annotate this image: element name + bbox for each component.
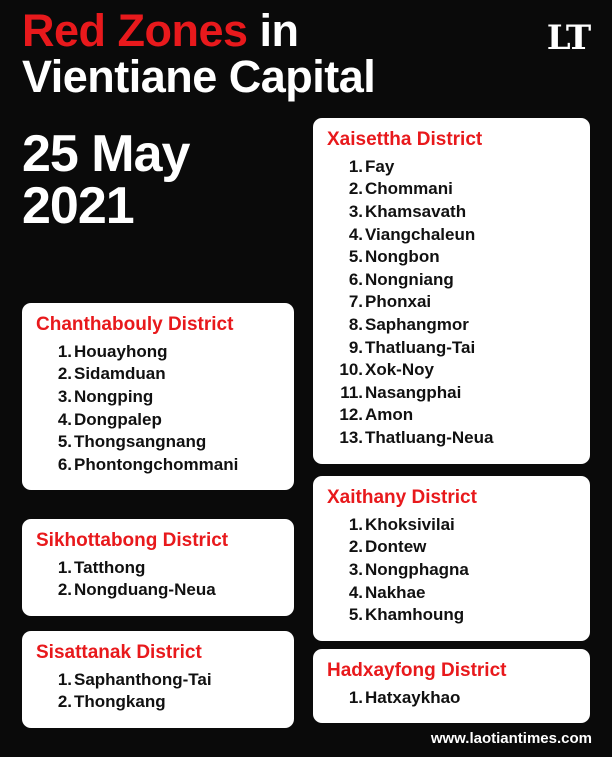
district-list-sikhottabong — [36, 557, 280, 602]
district-card-chanthabouly — [22, 303, 294, 490]
list-label: Thongkang — [74, 692, 166, 712]
laotian-times-logo: LT — [546, 18, 590, 58]
list-label: Nongbon — [365, 247, 440, 267]
district-list-hadxayfong — [327, 687, 576, 710]
list-item — [343, 201, 576, 224]
district-card-sikhottabong — [22, 519, 294, 616]
list-item — [52, 579, 280, 602]
list-label: Phontongchommani — [74, 454, 239, 474]
list-label: Tatthong — [74, 557, 146, 577]
list-item — [340, 382, 576, 405]
list-item — [343, 314, 576, 337]
list-item — [52, 386, 280, 409]
list-item — [343, 246, 576, 269]
list-number: 2. — [57, 580, 72, 600]
list-number: 6. — [57, 454, 72, 474]
list-label: Khamsavath — [365, 201, 467, 221]
title-in: in — [247, 5, 299, 56]
list-item — [52, 409, 280, 432]
list-item — [339, 404, 576, 427]
list-number: 6. — [348, 269, 363, 289]
district-list-chanthabouly — [36, 341, 280, 477]
list-number: 2. — [348, 537, 363, 557]
list-number: 4. — [348, 582, 363, 602]
list-number: 5. — [57, 432, 72, 452]
list-label: Amon — [365, 405, 414, 425]
list-item — [52, 363, 280, 386]
footer-website: www.laotiantimes.com — [430, 730, 592, 747]
list-number: 1. — [57, 669, 72, 689]
list-label: Dontew — [365, 537, 427, 557]
date-line-1: 25 May — [22, 125, 190, 183]
list-number: 4. — [348, 224, 363, 244]
list-item — [52, 669, 280, 692]
list-label: Sidamduan — [74, 364, 166, 384]
list-number: 2. — [57, 692, 72, 712]
list-number: 5. — [348, 247, 363, 267]
list-item — [343, 156, 576, 179]
list-item — [343, 687, 576, 710]
district-title-hadxayfong: Hadxayfong District — [327, 660, 507, 681]
list-label: Chommani — [365, 179, 453, 199]
list-label: Saphanthong-Tai — [74, 669, 212, 689]
list-label: Nasangphai — [365, 382, 462, 402]
list-item — [52, 454, 280, 477]
district-title-xaisettha: Xaisettha District — [327, 129, 483, 150]
list-label: Xok-Noy — [365, 360, 434, 380]
list-item — [343, 604, 576, 627]
list-item — [343, 559, 576, 582]
list-number: 1. — [348, 514, 363, 534]
list-number: 13. — [339, 428, 363, 448]
list-label: Viangchaleun — [365, 224, 476, 244]
list-number: 9. — [348, 337, 363, 357]
list-number: 12. — [339, 405, 363, 425]
list-label: Thatluang-Neua — [365, 428, 494, 448]
list-label: Nongduang-Neua — [74, 580, 216, 600]
list-label: Hatxaykhao — [365, 687, 461, 707]
list-label: Phonxai — [365, 292, 432, 312]
list-item — [343, 582, 576, 605]
district-title-sikhottabong: Sikhottabong District — [36, 530, 229, 551]
list-label: Saphangmor — [365, 315, 469, 335]
list-label: Nakhae — [365, 582, 426, 602]
list-number: 10. — [339, 360, 363, 380]
list-label: Houayhong — [74, 341, 168, 361]
poster-date — [22, 125, 190, 235]
district-card-xaithany — [313, 476, 590, 641]
list-number: 1. — [57, 341, 72, 361]
list-number: 1. — [348, 156, 363, 176]
list-item — [52, 341, 280, 364]
list-number: 1. — [348, 687, 363, 707]
district-title-sisattanak: Sisattanak District — [36, 642, 202, 663]
list-number: 4. — [57, 409, 72, 429]
list-number: 3. — [348, 201, 363, 221]
list-item — [52, 557, 280, 580]
title-line-2: Vientiane Capital — [22, 50, 376, 102]
list-item — [343, 178, 576, 201]
title-red-zones: Red Zones — [22, 5, 248, 56]
list-label: Dongpalep — [74, 409, 162, 429]
list-item — [343, 269, 576, 292]
district-list-sisattanak — [36, 669, 280, 714]
date-line-2: 2021 — [22, 177, 134, 235]
district-list-xaisettha — [327, 156, 576, 450]
list-item — [52, 691, 280, 714]
list-label: Khoksivilai — [365, 514, 455, 534]
list-item — [343, 337, 576, 360]
title-line-1 — [22, 5, 542, 56]
district-list-xaithany — [327, 514, 576, 627]
list-label: Khamhoung — [365, 605, 465, 625]
list-item — [343, 536, 576, 559]
district-title-xaithany: Xaithany District — [327, 487, 477, 508]
list-number: 1. — [57, 557, 72, 577]
list-label: Nongping — [74, 386, 154, 406]
list-label: Nongniang — [365, 269, 454, 289]
list-item — [343, 291, 576, 314]
list-item — [343, 224, 576, 247]
list-number: 7. — [348, 292, 363, 312]
district-title-chanthabouly: Chanthabouly District — [36, 314, 234, 335]
list-number: 3. — [57, 386, 72, 406]
list-label: Nongphagna — [365, 559, 469, 579]
list-number: 2. — [348, 179, 363, 199]
list-number: 5. — [348, 605, 363, 625]
district-card-xaisettha — [313, 118, 590, 464]
list-number: 3. — [348, 559, 363, 579]
list-number: 2. — [57, 364, 72, 384]
list-label: Thatluang-Tai — [365, 337, 476, 357]
district-card-hadxayfong — [313, 649, 590, 723]
list-item — [339, 359, 576, 382]
list-item — [339, 427, 576, 450]
district-card-sisattanak — [22, 631, 294, 728]
list-label: Thongsangnang — [74, 432, 207, 452]
list-item — [52, 431, 280, 454]
list-item — [343, 514, 576, 537]
list-label: Fay — [365, 156, 395, 176]
list-number: 8. — [348, 315, 363, 335]
list-number: 11. — [340, 382, 363, 402]
poster-header — [22, 5, 542, 102]
